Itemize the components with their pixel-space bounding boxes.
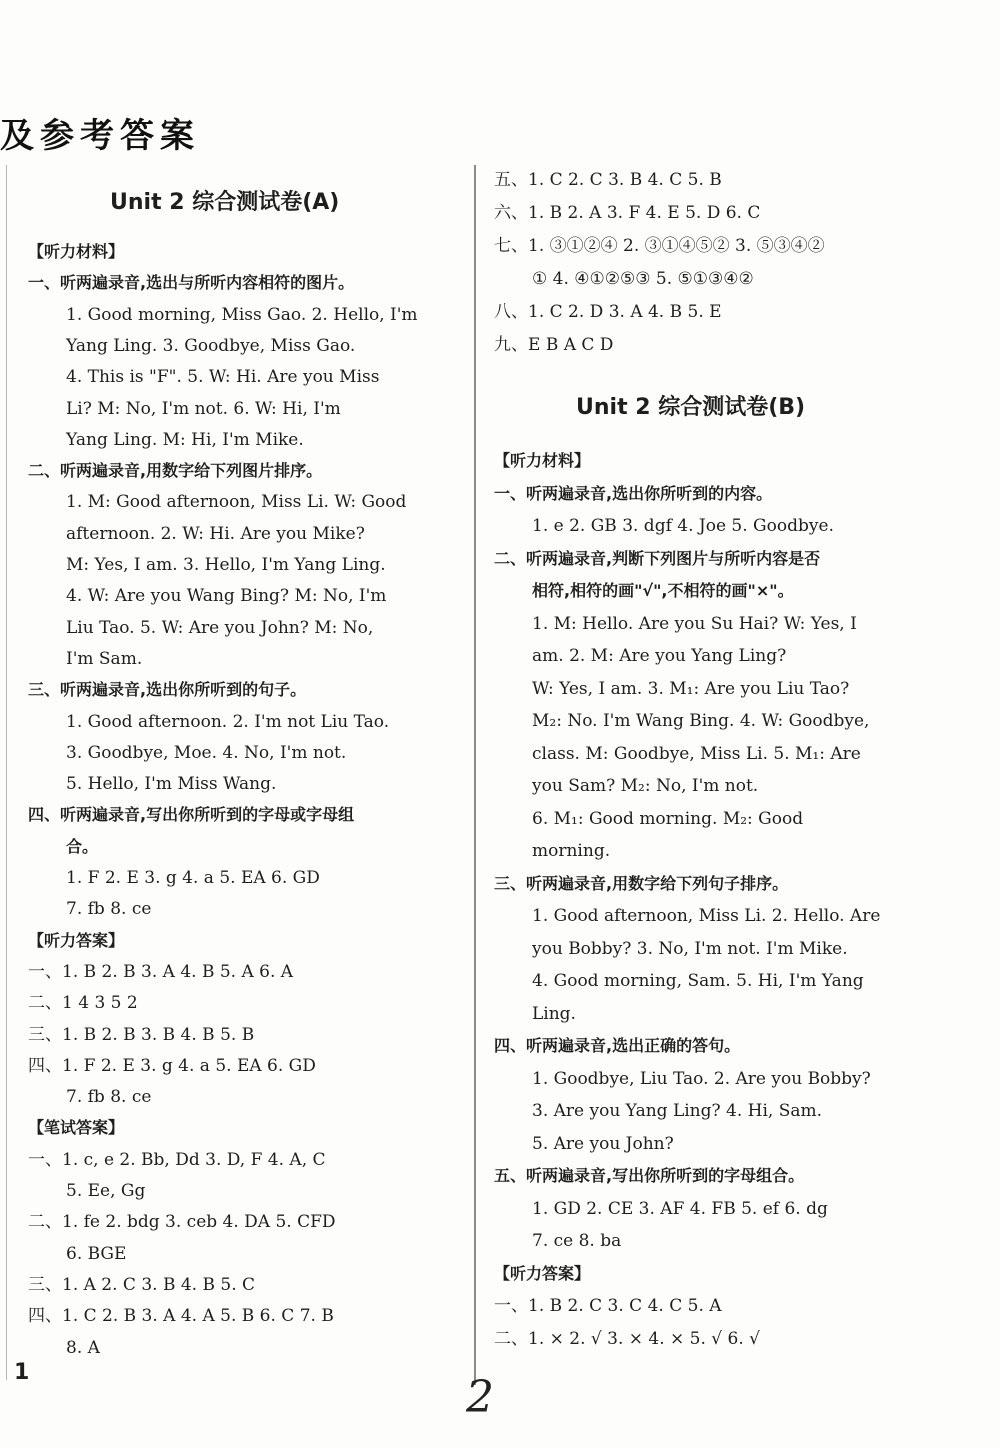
left-lines-18: 四、听两遍录音,写出你所听到的字母或字母组 [28, 805, 355, 825]
left-lines-24: 二、1 4 3 5 2 [28, 993, 138, 1014]
left-lines-0: 【听力材料】 [28, 242, 125, 261]
left-lines-10: M: Yes, I am. 3. Hello, I'm Yang Ling. [66, 555, 386, 575]
left-lines-9: afternoon. 2. W: Hi. Are you Mike? [66, 523, 365, 544]
left-lines-25: 三、1. B 2. B 3. B 4. B 5. B [28, 1024, 255, 1045]
page-header-title: 及参考答案 [0, 116, 200, 156]
right-lines-24: 7. ce 8. ba [532, 1231, 622, 1251]
right-lines-11: 6. M₁: Good morning. M₂: Good [532, 808, 804, 829]
left-lines-30: 5. Ee, Gg [66, 1181, 146, 1201]
right-lines-1: 一、听两遍录音,选出你所听到的内容。 [494, 483, 773, 503]
left-lines-16: 3. Goodbye, Moe. 4. No, I'm not. [66, 742, 347, 763]
left-lines-27: 7. fb 8. ce [66, 1087, 152, 1108]
right-top-lines-0: 五、1. C 2. C 3. B 4. C 5. B [494, 170, 722, 190]
right-lines-18: 四、听两遍录音,选出正确的答句。 [494, 1036, 741, 1055]
left-lines-19: 合。 [66, 836, 99, 856]
left-lines-15: 1. Good afternoon. 2. I'm not Liu Tao. [66, 711, 390, 732]
left-margin-rule [6, 165, 7, 1380]
left-lines-3: Yang Ling. 3. Goodbye, Miss Gao. [66, 335, 356, 356]
right-lines-9: class. M: Goodbye, Miss Li. 5. M₁: Are [532, 743, 861, 764]
right-lines-0: 【听力材料】 [494, 451, 591, 470]
left-lines-8: 1. M: Good afternoon, Miss Li. W: Good [66, 492, 407, 513]
right-lines-17: Ling. [532, 1003, 576, 1024]
left-lines-11: 4. W: Are you Wang Bing? M: No, I'm [66, 586, 387, 607]
left-lines-12: Liu Tao. 5. W: Are you John? M: No, [66, 617, 374, 638]
left-lines-31: 二、1. fe 2. bdg 3. ceb 4. DA 5. CFD [28, 1212, 336, 1233]
left-lines-22: 【听力答案】 [28, 930, 125, 950]
left-lines-28: 【笔试答案】 [28, 1118, 125, 1138]
left-lines-13: I'm Sam. [66, 648, 143, 669]
left-lines-4: 4. This is "F". 5. W: Hi. Are you Miss [66, 367, 380, 388]
section-title-unit2-b: Unit 2 综合测试卷(B) [576, 395, 806, 420]
right-lines-3: 二、听两遍录音,判断下列图片与所听内容是否 [494, 548, 821, 568]
left-lines-21: 7. fb 8. ce [66, 899, 152, 920]
left-lines-29: 一、1. c, e 2. Bb, Dd 3. D, F 4. A, C [28, 1149, 326, 1170]
right-lines-23: 1. GD 2. CE 3. AF 4. FB 5. ef 6. dg [532, 1198, 828, 1219]
left-lines-5: Li? M: No, I'm not. 6. W: Hi, I'm [66, 398, 341, 419]
right-lines-12: morning. [532, 841, 611, 861]
left-lines-7: 二、听两遍录音,用数字给下列图片排序。 [28, 461, 323, 481]
right-lines-10: you Sam? M₂: No, I'm not. [532, 776, 759, 796]
left-lines-14: 三、听两遍录音,选出你所听到的句子。 [28, 680, 307, 700]
right-lines-25: 【听力答案】 [494, 1263, 591, 1283]
right-lines-7: W: Yes, I am. 3. M₁: Are you Liu Tao? [532, 678, 850, 699]
column-divider [474, 165, 476, 1385]
right-lines-14: 1. Good afternoon, Miss Li. 2. Hello. Are [532, 906, 881, 926]
handwritten-page-number: 2 [466, 1372, 494, 1423]
left-lines-6: Yang Ling. M: Hi, I'm Mike. [66, 429, 304, 450]
right-lines-2: 1. e 2. GB 3. dgf 4. Joe 5. Goodbye. [532, 516, 834, 536]
left-lines-17: 5. Hello, I'm Miss Wang. [66, 774, 277, 795]
right-lines-20: 3. Are you Yang Ling? 4. Hi, Sam. [532, 1101, 823, 1121]
right-top-lines-3: ① 4. ④①②⑤③ 5. ⑤①③④② [532, 269, 754, 289]
right-lines-15: you Bobby? 3. No, I'm not. I'm Mike. [532, 938, 848, 959]
right-lines-21: 5. Are you John? [532, 1133, 674, 1154]
left-lines-1: 一、听两遍录音,选出与所听内容相符的图片。 [28, 273, 355, 293]
section-title-unit2-a: Unit 2 综合测试卷(A) [110, 190, 340, 215]
right-lines-19: 1. Goodbye, Liu Tao. 2. Are you Bobby? [532, 1068, 871, 1089]
left-lines-33: 三、1. A 2. C 3. B 4. B 5. C [28, 1274, 256, 1295]
page-number: 1 [14, 1360, 30, 1385]
right-top-lines-2: 七、1. ③①②④ 2. ③①④⑤② 3. ⑤③④② [494, 236, 825, 256]
right-top-lines-5: 九、E B A C D [494, 335, 614, 355]
right-top-lines-1: 六、1. B 2. A 3. F 4. E 5. D 6. C [494, 203, 761, 223]
right-lines-22: 五、听两遍录音,写出你所听到的字母组合。 [494, 1166, 805, 1185]
left-lines-23: 一、1. B 2. B 3. A 4. B 5. A 6. A [28, 961, 294, 982]
right-lines-8: M₂: No. I'm Wang Bing. 4. W: Goodbye, [532, 711, 870, 731]
left-lines-35: 8. A [66, 1337, 100, 1358]
left-lines-34: 四、1. C 2. B 3. A 4. A 5. B 6. C 7. B [28, 1306, 334, 1327]
right-lines-6: am. 2. M: Are you Yang Ling? [532, 646, 787, 666]
right-lines-26: 一、1. B 2. C 3. C 4. C 5. A [494, 1296, 722, 1316]
right-top-lines-4: 八、1. C 2. D 3. A 4. B 5. E [494, 302, 722, 322]
left-lines-26: 四、1. F 2. E 3. g 4. a 5. EA 6. GD [28, 1055, 316, 1076]
left-lines-2: 1. Good morning, Miss Gao. 2. Hello, I'm [66, 304, 418, 325]
left-lines-32: 6. BGE [66, 1243, 127, 1264]
right-lines-13: 三、听两遍录音,用数字给下列句子排序。 [494, 873, 789, 893]
right-lines-27: 二、1. × 2. √ 3. × 4. × 5. √ 6. √ [494, 1328, 760, 1349]
right-lines-5: 1. M: Hello. Are you Su Hai? W: Yes, I [532, 613, 857, 634]
left-lines-20: 1. F 2. E 3. g 4. a 5. EA 6. GD [66, 868, 320, 888]
right-lines-4: 相符,相符的画"√",不相符的画"×"。 [532, 581, 794, 600]
right-lines-16: 4. Good morning, Sam. 5. Hi, I'm Yang [532, 971, 864, 991]
